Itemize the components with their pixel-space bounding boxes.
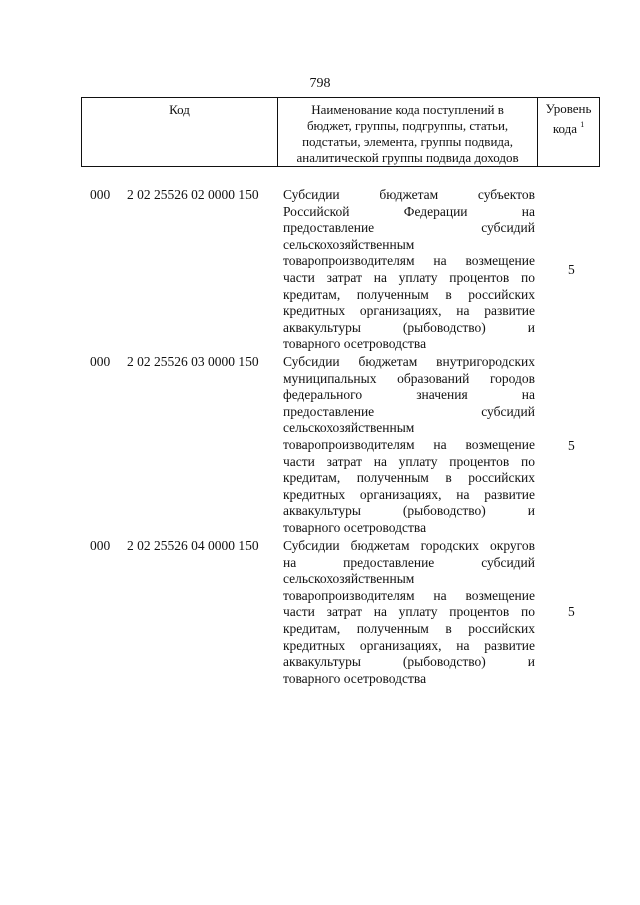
- description-line: товарного осетроводства: [283, 670, 427, 686]
- row-level: 5: [568, 438, 575, 453]
- description-line: части затрат на уплату процентов по: [283, 604, 535, 620]
- header-name-cell: [278, 98, 538, 167]
- description-line: кредитам, полученным в российских: [283, 620, 535, 636]
- row-prefix: 000: [90, 187, 111, 202]
- description-line: Субсидии бюджетам внутригородских: [283, 354, 535, 369]
- description-line: товарного осетроводства: [283, 336, 427, 352]
- description-line: Субсидии бюджетам субъектов: [283, 187, 535, 202]
- description-line: сельскохозяйственным: [283, 420, 415, 436]
- description-line: товарного осетроводства: [283, 519, 427, 535]
- header-name-line: подстатьи, элемента, группы подвида,: [302, 134, 514, 149]
- description-line: кредитных организациях, на развитие: [283, 486, 535, 502]
- header-level-label-2: кода: [552, 121, 577, 136]
- description-line: кредитам, полученным в российских: [283, 286, 535, 302]
- row-level: 5: [568, 604, 575, 619]
- description-line: кредитам, полученным в российских: [283, 470, 535, 486]
- description-line: части затрат на уплату процентов по: [283, 453, 535, 469]
- header-code-cell: [82, 98, 278, 167]
- description-line: предоставление субсидий: [283, 403, 535, 419]
- header-code-label: Код: [169, 102, 190, 117]
- description-line: сельскохозяйственным: [283, 571, 415, 587]
- row-description: [283, 538, 535, 687]
- description-line: предоставление субсидий: [283, 220, 535, 236]
- description-line: части затрат на уплату процентов по: [283, 269, 535, 285]
- header-name-line: бюджет, группы, подгруппы, статьи,: [306, 118, 509, 133]
- table-header: [81, 97, 600, 167]
- description-line: кредитных организациях, на развитие: [283, 637, 535, 653]
- description-line: товаропроизводителям на возмещение: [283, 587, 535, 603]
- footnote-marker: 1: [580, 120, 585, 129]
- description-line: кредитных организациях, на развитие: [283, 303, 535, 319]
- description-line: федерального значения на: [283, 387, 535, 403]
- row-prefix: 000: [90, 354, 111, 369]
- description-line: аквакультуры (рыбоводство) и: [283, 654, 535, 670]
- header-level-label: Уровень: [545, 101, 592, 116]
- header-name-line: Наименование кода поступлений в: [311, 102, 504, 117]
- row-code: 2 02 25526 03 0000 150: [127, 354, 259, 369]
- description-line: Российской Федерации на: [283, 203, 535, 219]
- header-level-cell: [538, 98, 600, 167]
- description-line: сельскохозяйственным: [283, 236, 415, 252]
- page-number: 798: [309, 76, 331, 91]
- row-code: 2 02 25526 02 0000 150: [127, 187, 259, 202]
- row-description: [283, 187, 535, 353]
- description-line: аквакультуры (рыбоводство) и: [283, 319, 535, 335]
- row-code: 2 02 25526 04 0000 150: [127, 538, 259, 553]
- row-level: 5: [568, 262, 575, 277]
- description-line: Субсидии бюджетам городских округов: [283, 538, 535, 553]
- description-line: на предоставление субсидий: [283, 554, 535, 570]
- row-description: [283, 354, 535, 537]
- row-prefix: 000: [90, 538, 111, 553]
- description-line: товаропроизводителям на возмещение: [283, 253, 535, 269]
- description-line: аквакультуры (рыбоводство) и: [283, 503, 535, 519]
- header-name-line: аналитической группы подвида доходов: [296, 150, 519, 165]
- description-line: товаропроизводителям на возмещение: [283, 436, 535, 452]
- description-line: муниципальных образований городов: [283, 370, 535, 386]
